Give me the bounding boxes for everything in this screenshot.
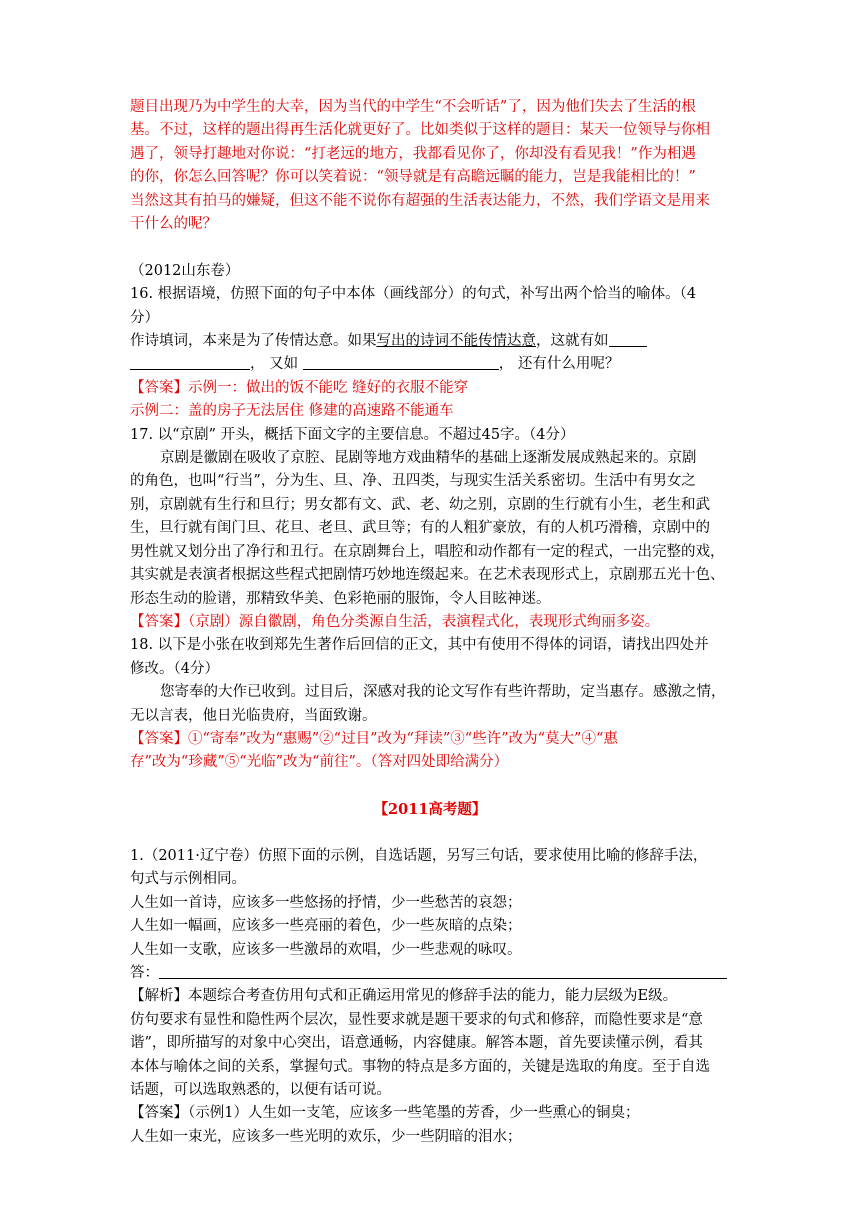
intro-paragraph [130,96,730,236]
question-16 [130,283,730,423]
answer [130,377,730,400]
analysis-text: 本体与喻体之间的关系，掌握句式。事物的特点是多方面的，关键是选取的角度。至于自选 [130,1058,710,1075]
answer-text: ①“寄奉”改为“惠赐”②“过目”改为“拜读”③“些许”改为“莫大”④“惠 [188,730,618,747]
passage-line: 别，京剧就有生行和旦行；男女都有文、武、老、幼之别，京剧的生行就有小生，老生和武 [130,496,710,513]
passage-line: 无以言表，他日光临贵府，当面致谢。 [130,707,377,724]
answer-text: 示例二：盖的房子无法居住 修建的高速路不能通车 [130,403,454,420]
spacer [130,822,730,845]
answer-text: 人生如一束光，应该多一些光明的欢乐，少一些阴暗的泪水； [130,1128,522,1145]
text-line: 遇了，领导打趣地对你说：“打老远的地方，我都看见你了，你却没有看见我！”作为相遇 [130,145,696,162]
question-text: 修改。（4分） [130,660,219,677]
question-text: 17. 以“京剧” 开头，概括下面文字的主要信息。不超过45字。（4分） [130,426,575,443]
answer-text: 存”改为“珍藏”⑤“光临”改为“前往”。（答对四处即给满分） [130,754,509,771]
spacer [130,236,730,259]
example-line: 人生如一支歌，应该多一些激昂的欢唱，少一些悲观的咏叹。 [130,941,522,958]
analysis-label: 【解析】 [130,988,188,1005]
analysis-text: 谐”，即所描写的对象中心突出，语意通畅，内容健康。解答本题，首先要读懂示例，看其 [130,1035,703,1052]
passage-line: 其实就是表演者根据这些程式把剧情巧妙地连缀起来。在艺术表现形式上，京剧那五光十色、 [130,567,725,584]
answer-label: 【答案】 [130,613,188,630]
answer-blank[interactable] [130,355,250,370]
passage-line: 京剧是徽剧在吸收了京腔、昆剧等地方戏曲精华的基础上逐渐发展成熟起来的。京剧 [160,450,697,467]
example-line: 人生如一首诗，应该多一些悠扬的抒情，少一些愁苦的哀怨； [130,894,522,911]
answer [130,1102,730,1125]
context-text: ，这就有如 [536,333,609,350]
passage-line: 您寄奉的大作已收到。过目后，深感对我的论文写作有些许帮助，定当惠存。感激之情， [160,684,726,701]
underlined-ontology: 写出的诗词不能传情达意 [376,333,536,350]
answer-blank[interactable] [609,332,647,347]
spacer [130,775,730,798]
answer [130,611,730,634]
question-text: 1.（2011·辽宁卷）仿照下面的示例，自选话题，另写三句话，要求使用比喻的修辞手法， [130,847,708,864]
analysis [130,985,730,1008]
answer-label: 【答案】 [130,730,188,747]
text-line: 的你，你怎么回答呢？你可以笑着说：“领导就是有高瞻远瞩的能力，岂是我能相比的！” [130,169,696,186]
analysis-text: 话题，可以选取熟悉的，以便有话可说。 [130,1082,391,1099]
passage-line: 的角色，也叫“行当”，分为生、旦、净、丑四类，与现实生活关系密切。生活中有男女之 [130,473,696,490]
context-text: ， 又如 [250,356,299,373]
answer-blank[interactable] [303,355,499,370]
context-text: 作诗填词，本来是为了传情达意。如果 [130,333,377,350]
question-17 [130,424,730,635]
answer-text: 示例一：做出的饭不能吃 缝好的衣服不能穿 [188,379,469,396]
document-page [130,96,730,1149]
passage-line: 生，旦行就有闺门旦、花旦、老旦、武旦等；有的人粗犷豪放，有的人机巧滑稽，京剧中的 [130,520,710,537]
context-text: ， 还有什么用呢？ [498,356,620,373]
answer-line [130,962,730,985]
question-text: 18. 以下是小张在收到郑先生著作后回信的正文，其中有使用不得体的词语，请找出四处并 [130,637,709,654]
answer-text: （示例1）人生如一支笔，应该多一些笔墨的芳香，少一些熏心的铜臭； [188,1105,640,1122]
passage-line: 男性就又划分出了净行和丑行。在京剧舞台上，唱腔和动作都有一定的程式，一出完整的戏， [130,543,725,560]
example-line: 人生如一幅画，应该多一些亮丽的着色，少一些灰暗的点染； [130,918,522,935]
question-text: 句式与示例相同。 [130,871,246,888]
text-line: 干什么的呢？ [130,216,217,233]
answer-text: （京剧）源自徽剧，角色分类源自生活，表演程式化，表现形式绚丽多姿。 [188,613,660,630]
analysis-text: 仿句要求有显性和隐性两个层次，显性要求就是题干要求的句式和修辞，而隐性要求是“意 [130,1011,703,1028]
answer-blank[interactable] [159,964,727,979]
text-line: 题目出现乃为中学生的大幸，因为当代的中学生“不会听话”了，因为他们失去了生活的根 [130,99,696,115]
answer-label: 【答案】 [130,1105,188,1122]
question-context [130,353,730,376]
answer-label: 【答案】 [130,379,188,396]
text-line: 当然这其有拍马的嫌疑，但这不能不说你有超强的生活表达能力，不然，我们学语文是用来 [130,192,710,209]
question-text: 16. 根据语境，仿照下面的句子中本体（画线部分）的句式，补写出两个恰当的喻体。（4 [130,286,697,303]
question-1 [130,845,730,1149]
section-heading: 【2011高考题】 [373,801,487,819]
passage-line: 形态生动的脸谱，那精致华美、色彩艳丽的服饰，令人目眩神迷。 [130,590,551,607]
text-line: 基。不过，这样的题出得再生活化就更好了。比如类似于这样的题目：某天一位领导与你相 [130,122,710,139]
question-context [130,330,730,353]
answer-prompt: 答： [130,964,159,981]
source-label: （2012山东卷） [130,262,240,279]
question-18 [130,634,730,774]
question-text: 分） [130,309,159,326]
analysis-text: 本题综合考查仿用句式和正确运用常见的修辞手法的能力，能力层级为E级。 [188,988,678,1005]
answer [130,728,730,751]
